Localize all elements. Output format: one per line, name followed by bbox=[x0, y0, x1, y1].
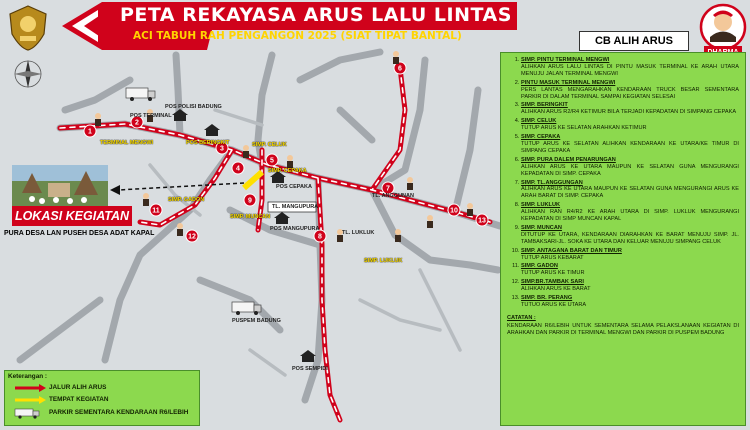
cb-alih-arus-label: CB ALIH ARUS bbox=[579, 31, 689, 51]
instruction-title: 1. SIMP. PINTU TERMINAL MENGWI bbox=[521, 57, 610, 63]
dharma-badge-icon bbox=[698, 2, 748, 58]
route-arrow-icon bbox=[13, 383, 47, 393]
instruction-desc: PERS LANTAS MENGARAHKAN KENDARAAN TRUCK BESAR SEMENTARA PARKIR DI DALAM TERMINAL SAMPAI KEGIATAN SELESAI bbox=[521, 86, 739, 100]
svg-text:3: 3 bbox=[220, 145, 224, 153]
map-label-tl-anggunan: TL. ANGGUNAN bbox=[372, 193, 414, 199]
location-arrow-icon bbox=[13, 395, 47, 405]
instruction-desc: ALIHKAN RAN R4/R2 KE ARAH UTARA DI SIMP. LUKLUK MENGURANGI KEPADATAN DI SIMP MUNCAN KAPAL bbox=[521, 209, 739, 223]
instruction-title: 9. SIMP. MUNCAN bbox=[521, 224, 562, 231]
lokasi-subtitle: PURA DESA LAN PUSEH DESA ADAT KAPAL bbox=[4, 230, 155, 237]
catatan-text: KENDARAAN R6/LEBIH UNTUK SEMENTARA SELAMA PELAKSLANAAN KEGIATAN DI ARAHKAN DAN PARKIR DI TERMINAL MENGWI DAN PARKIR DI PUSPEM BADUNG bbox=[507, 322, 739, 336]
svg-text:9: 9 bbox=[248, 197, 252, 205]
catatan-title: CATATAN : bbox=[507, 314, 536, 321]
svg-text:2: 2 bbox=[135, 119, 139, 127]
instruction-item bbox=[521, 263, 739, 277]
instruction-desc: TUTUP ARUS KE SELATAN ARAHKAN KETIMUR bbox=[521, 125, 647, 132]
instruction-desc: TUTUP ARUS KEBARAT bbox=[521, 254, 584, 261]
legend-label-route: JALUR ALIH ARUS bbox=[49, 384, 107, 391]
instruction-desc: ALIHKAN ARUS KE UTARA MAUPUN KE SELATAN GUNA MENGURANGI ARUS KE ARAH BARAT DI SIMP. CEPAKA bbox=[521, 186, 739, 200]
svg-text:7: 7 bbox=[386, 185, 390, 193]
instruction-item bbox=[521, 118, 739, 132]
junction-5 bbox=[266, 154, 278, 166]
legend-label-location: TEMPAT KEGIATAN bbox=[49, 396, 109, 403]
map-label-simp-gadon: SIMP. GADON bbox=[168, 197, 205, 203]
instruction-item bbox=[521, 102, 739, 116]
instruction-title: 5. SIMP. CEPAKA bbox=[521, 134, 561, 141]
instruction-desc: ALIHKAN ARUS R2/R4 KETIMUR BILA TERJADI KEPADATAN DI SIMPANG CEPAKA bbox=[521, 109, 737, 116]
map-label-simp-celuk: SIMP. CELUK bbox=[252, 142, 287, 148]
instruction-desc: TUTUO ARUS KE UTARA bbox=[521, 302, 587, 308]
instruction-desc: ALIHKAN ARUS KE UTARA MAUPUN KE SELATAN GUNA MENGURANGI KEPADATAN DI SIMP. CEPAKA bbox=[521, 163, 739, 177]
lokasi-kegiatan-label: LOKASI KEGIATAN bbox=[12, 206, 132, 226]
svg-text:13: 13 bbox=[478, 217, 486, 225]
svg-text:10: 10 bbox=[450, 207, 458, 215]
junction-12 bbox=[186, 230, 198, 242]
instruction-item bbox=[521, 279, 739, 293]
legend bbox=[4, 370, 200, 426]
page-subtitle: ACI TABUH RAH PENGANGON 2025 (SIAT TIPAT BANTAL) bbox=[133, 30, 462, 42]
junction-11 bbox=[150, 204, 162, 216]
truck-parking-icon bbox=[13, 407, 47, 419]
instruction-title: 13. SIMP. BR. PERANG bbox=[521, 295, 573, 302]
map-label-pos-sempidi: POS SEMPIDI bbox=[292, 366, 328, 372]
instruction-item bbox=[521, 225, 739, 246]
instruction-item bbox=[521, 202, 739, 223]
instruction-title: 4. SIMP. CELUK bbox=[521, 118, 557, 125]
svg-text:11: 11 bbox=[152, 207, 160, 215]
page-title: PETA REKAYASA ARUS LALU LINTAS bbox=[120, 4, 512, 26]
dharma-logo bbox=[698, 2, 748, 58]
junction-9 bbox=[244, 194, 256, 206]
map-label-pos-beringkit: POS BERINGKIT bbox=[186, 140, 230, 146]
instruction-title: 10. SIMP. ANTAGANA BARAT DAN TIMUR bbox=[521, 247, 622, 254]
instructions-list bbox=[507, 57, 739, 309]
svg-text:12: 12 bbox=[188, 233, 196, 241]
legend-row-route bbox=[9, 383, 199, 393]
instruction-title: 2. PINTU MASUK TERMINAL MENGWI bbox=[521, 79, 616, 86]
map-label-simp-lukluk: SIMP. LUKLUK bbox=[364, 258, 403, 264]
svg-text:1: 1 bbox=[88, 128, 92, 136]
instruction-title: 8. SIMP. LUKLUK bbox=[521, 202, 561, 209]
legend-row-parking bbox=[9, 408, 199, 418]
instruction-item bbox=[521, 157, 739, 178]
instruction-item bbox=[521, 80, 739, 101]
instruction-item bbox=[521, 180, 739, 201]
instruction-desc: TUTUP ARUS KE TIMUR bbox=[521, 270, 585, 277]
map-label-pos-polisi-badung: POS POLISI BADUNG bbox=[165, 104, 222, 110]
svg-text:5: 5 bbox=[270, 157, 274, 165]
instruction-desc: DITUTUP KE UTARA, KENDARAAN DIARAHKAN KE BARAT MENUJU SIMP. JL. TAMBAKSARI-JL. SOKA KE UTARA DAN KELUAR MENUJU SIMPANG CELUK bbox=[521, 231, 739, 245]
instructions-panel bbox=[500, 52, 746, 426]
instruction-title: 12. SIMP.BR.TAMBAK SARI bbox=[521, 279, 584, 286]
instruction-item bbox=[521, 295, 739, 309]
junction-4 bbox=[232, 162, 244, 174]
map-label-pos-terminal: POS TERMINAL bbox=[130, 113, 172, 119]
instruction-title: 11. SIMP. GADON bbox=[521, 263, 558, 270]
legend-label-parking: PARKIR SEMENTARA KENDARAAN R6/LEBIH bbox=[49, 409, 189, 416]
instruction-title: 3. SIMP. BERINGKIT bbox=[521, 102, 568, 109]
map-label-simp-cepaka: SIMP. CEPAKA bbox=[268, 168, 307, 174]
instruction-title: 6. SIMP. PURA DALEM PENARUNGAN bbox=[521, 156, 616, 163]
map-label-puspem-badung: PUSPEM BADUNG bbox=[232, 318, 281, 324]
junction-13 bbox=[476, 214, 488, 226]
map-label-pos-mangupura: POS MANGUPURA bbox=[270, 226, 320, 232]
map-label-pos-cepaka: POS CEPAKA bbox=[276, 184, 312, 190]
instruction-title: 7. SIMP. TL.ANGGUNGAN bbox=[521, 179, 583, 186]
polri-logo-icon bbox=[6, 4, 50, 52]
map-label-tl-mengwi: TERMINAL MENGWI bbox=[100, 140, 154, 146]
instruction-desc: ALIHKAN ARUS KE BARAT bbox=[521, 286, 591, 293]
map-label-simp-muncan: SIMP. MUNCAN bbox=[230, 214, 271, 220]
map-label-tl-mangupura: TL. MANGUPURA bbox=[272, 204, 319, 210]
junction-10 bbox=[448, 204, 460, 216]
svg-text:8: 8 bbox=[318, 233, 322, 241]
map-label-tl-lukluk: TL. LUKLUK bbox=[342, 230, 375, 236]
svg-text:6: 6 bbox=[398, 65, 402, 73]
instruction-desc: TUTUP ARUS KE SELATAN ALIHKAN KENDARAAN KE UTARA/KE TIMUR DI SIMPANG CEPAKA bbox=[521, 140, 739, 154]
instruction-item bbox=[521, 134, 739, 155]
instruction-item bbox=[521, 57, 739, 78]
lokasi-photo bbox=[12, 165, 108, 207]
svg-text:4: 4 bbox=[236, 165, 240, 173]
instruction-item bbox=[521, 248, 739, 262]
legend-title: Keterangan : bbox=[8, 373, 48, 380]
junction-1 bbox=[84, 125, 96, 137]
instruction-desc: ALIHKAN ARUS LALU LINTAS DI PINTU MASUK TERMINAL KE ARAH UTARA MENUJU JALAN TERMINAL MENGWI bbox=[521, 63, 739, 77]
legend-row-location bbox=[9, 395, 199, 405]
